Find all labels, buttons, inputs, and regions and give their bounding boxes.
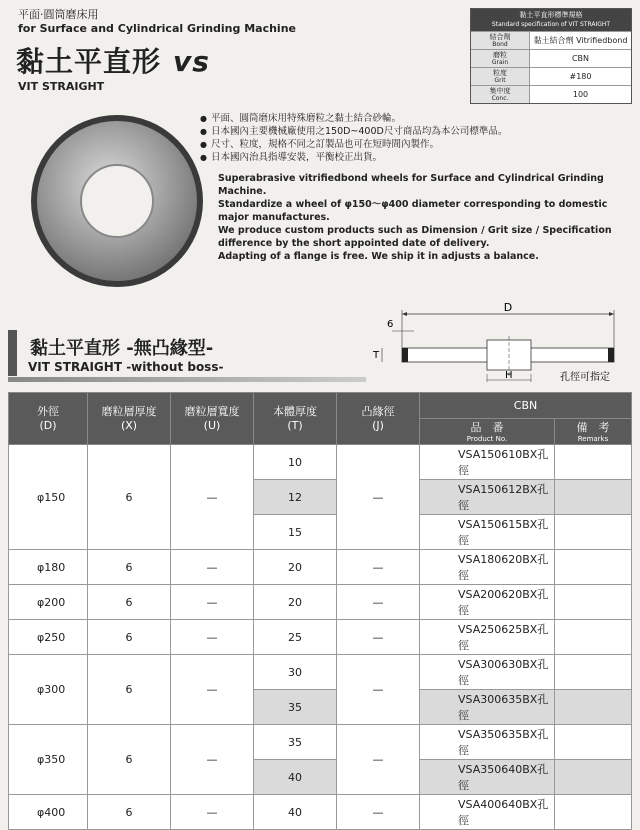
wheel-photo — [28, 112, 206, 290]
col-product: 品 番 Product No. — [420, 419, 555, 445]
spec-key: 結合劑 Bond — [471, 32, 530, 49]
cell-product-no: VSA350640BX孔徑 — [420, 760, 555, 795]
cell-layer-width: — — [171, 620, 254, 655]
cell-product-no: VSA150610BX孔徑 — [420, 445, 555, 480]
cell-thickness: 35 — [254, 690, 337, 725]
description-line: We produce custom products such as Dimension / Grit size / Specification difference by the short appointed date of delivery. — [218, 225, 612, 249]
spec-value: #180 — [569, 72, 592, 81]
spec-row — [471, 31, 631, 49]
cell-thickness: 40 — [254, 760, 337, 795]
cell-boss-diameter: — — [337, 795, 420, 830]
feature-item: ● 日本國內主要機械廠使用之150D~400D尺寸商品均為本公司標準品。 — [200, 125, 507, 138]
title-cn: 黏土平直形 — [16, 45, 162, 78]
spec-value: 黏土結合劑 Vitrifiedbond — [533, 36, 628, 45]
cell-layer-thickness: 6 — [88, 550, 171, 585]
dimension-diagram — [362, 300, 634, 390]
table-row — [9, 795, 632, 830]
spec-value: CBN — [571, 54, 590, 63]
spec-title-cn: 黏土平直形標準規格 — [519, 11, 583, 19]
cell-layer-thickness: 6 — [88, 795, 171, 830]
description-line: Adapting of a flange is free. We ship it in adjusts a balance. — [218, 251, 539, 262]
cell-diameter: φ180 — [9, 550, 88, 585]
label-t: T — [373, 350, 380, 361]
cell-remarks — [555, 620, 632, 655]
col-x: 磨粒層厚度 (X) — [88, 393, 171, 445]
table-row — [9, 655, 632, 690]
cell-thickness: 40 — [254, 795, 337, 830]
cell-layer-thickness: 6 — [88, 725, 171, 795]
cell-product-no: VSA150615BX孔徑 — [420, 515, 555, 550]
cell-product-no: VSA150612BX孔徑 — [420, 480, 555, 515]
table-row — [9, 445, 632, 480]
spec-table — [470, 8, 632, 104]
cell-remarks — [555, 550, 632, 585]
cell-remarks — [555, 515, 632, 550]
cell-layer-thickness: 6 — [88, 445, 171, 550]
cell-boss-diameter: — — [337, 725, 420, 795]
cell-layer-width: — — [171, 445, 254, 550]
table-row — [9, 725, 632, 760]
cell-remarks — [555, 445, 632, 480]
label-6: 6 — [387, 319, 394, 330]
description-line: Superabrasive vitrifiedbond wheels for Surface and Cylindrical Grinding Machine. — [218, 173, 604, 197]
cell-boss-diameter: — — [337, 655, 420, 725]
cell-remarks — [555, 690, 632, 725]
page-title — [16, 40, 210, 80]
spec-row — [471, 49, 631, 67]
cell-product-no: VSA350635BX孔徑 — [420, 725, 555, 760]
cell-product-no: VSA300635BX孔徑 — [420, 690, 555, 725]
cell-boss-diameter: — — [337, 620, 420, 655]
cell-remarks — [555, 725, 632, 760]
spec-key: 粒度 Grit — [471, 68, 530, 85]
cell-product-no: VSA180620BX孔徑 — [420, 550, 555, 585]
cell-diameter: φ300 — [9, 655, 88, 725]
cell-diameter: φ200 — [9, 585, 88, 620]
cell-thickness: 10 — [254, 445, 337, 480]
table-row — [9, 550, 632, 585]
cell-diameter: φ250 — [9, 620, 88, 655]
spec-key: 集中度 Conc. — [471, 86, 530, 103]
section-title-cn: 黏土平直形 -無凸緣型- — [30, 338, 214, 359]
subtitle: VIT STRAIGHT — [18, 80, 105, 93]
cell-remarks — [555, 585, 632, 620]
table-row — [9, 620, 632, 655]
spec-header — [471, 9, 631, 31]
section-divider — [8, 377, 366, 382]
cell-diameter: φ350 — [9, 725, 88, 795]
cell-product-no: VSA400640BX孔徑 — [420, 795, 555, 830]
cell-layer-width: — — [171, 550, 254, 585]
cell-remarks — [555, 655, 632, 690]
category-cn: 平面‧圓筒磨床用 — [18, 8, 99, 21]
cell-product-no: VSA200620BX孔徑 — [420, 585, 555, 620]
table-row — [9, 585, 632, 620]
col-j: 凸緣徑 (J) — [337, 393, 420, 445]
cell-remarks — [555, 760, 632, 795]
category-en: for Surface and Cylindrical Grinding Machine — [18, 22, 296, 35]
label-d: D — [503, 301, 513, 314]
cell-layer-width: — — [171, 585, 254, 620]
cell-product-no: VSA300630BX孔徑 — [420, 655, 555, 690]
section-title-en: VIT STRAIGHT -without boss- — [28, 360, 224, 374]
cell-remarks — [555, 795, 632, 830]
cell-layer-thickness: 6 — [88, 620, 171, 655]
cell-boss-diameter: — — [337, 445, 420, 550]
spec-value: 100 — [572, 90, 589, 99]
cell-thickness: 30 — [254, 655, 337, 690]
cell-product-no: VSA250625BX孔徑 — [420, 620, 555, 655]
cell-layer-width: — — [171, 725, 254, 795]
english-description — [218, 172, 628, 263]
section-bar — [8, 330, 17, 376]
diagram-note: 孔徑可指定 — [560, 372, 610, 383]
spec-row — [471, 67, 631, 85]
col-t: 本體厚度 (T) — [254, 393, 337, 445]
title-code: vs — [173, 45, 210, 78]
description-line: Standardize a wheel of φ150～φ400 diameter corresponding to domestic major manufactures. — [218, 199, 608, 223]
cell-diameter: φ400 — [9, 795, 88, 830]
cell-thickness: 35 — [254, 725, 337, 760]
feature-item: ● 尺寸、粒度，規格不同之訂製品也可在短時間內製作。 — [200, 138, 507, 151]
cell-diameter: φ150 — [9, 445, 88, 550]
cell-thickness: 25 — [254, 620, 337, 655]
cell-remarks — [555, 480, 632, 515]
cell-boss-diameter: — — [337, 585, 420, 620]
cell-thickness: 12 — [254, 480, 337, 515]
cell-layer-thickness: 6 — [88, 655, 171, 725]
cell-thickness: 20 — [254, 550, 337, 585]
cell-thickness: 15 — [254, 515, 337, 550]
cell-thickness: 20 — [254, 585, 337, 620]
feature-item: ● 平面、圓筒磨床用特殊磨粒之黏土結合砂輪。 — [200, 112, 507, 125]
spec-row — [471, 85, 631, 103]
col-d: 外徑 (D) — [9, 393, 88, 445]
spec-title-en: Standard specification of VIT STRAIGHT — [491, 21, 611, 28]
feature-item: ● 日本國內治具指導安裝，平衡校正出貨。 — [200, 151, 507, 164]
cell-boss-diameter: — — [337, 550, 420, 585]
cell-layer-width: — — [171, 655, 254, 725]
cell-layer-width: — — [171, 795, 254, 830]
label-h: H — [505, 370, 513, 381]
col-cbn: CBN — [420, 393, 632, 419]
spec-key: 磨粒 Grain — [471, 50, 530, 67]
col-remarks: 備 考 Remarks — [555, 419, 632, 445]
cell-layer-thickness: 6 — [88, 585, 171, 620]
product-table — [8, 392, 632, 830]
col-u: 磨粒層寬度 (U) — [171, 393, 254, 445]
feature-list — [200, 112, 507, 164]
